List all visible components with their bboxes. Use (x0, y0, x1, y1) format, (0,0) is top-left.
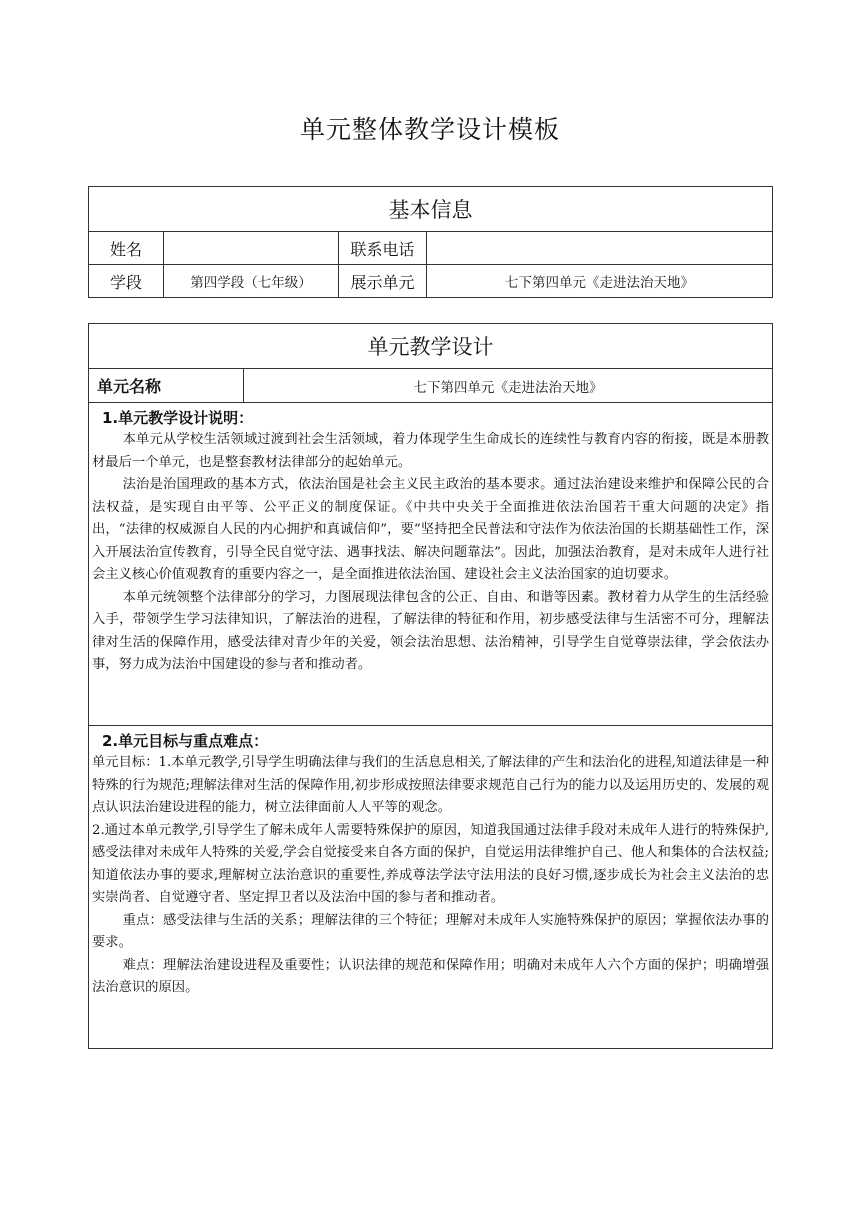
key-points: 重点：感受法律与生活的关系；理解法律的三个特征；理解对未成年人实施特殊保护的原因；掌握依法办事的要求。 (92, 912, 769, 950)
unit-name-label: 单元名称 (89, 369, 244, 403)
name-label: 姓名 (89, 232, 164, 265)
section1-paragraph: 法治是治国理政的基本方式，依法治国是社会主义民主政治的基本要求。通过法治建设来维护和保障公民的合法权益，是实现自由平等、公平正义的制度保证。《中共中央关于全面推进依法治国若干重大问题的决定》指出，“法律的权威源自人民的内心拥护和真诚信仰”，要“坚持把全民普法和守法作为依法治国的长期基础性工作，深入开展法治宣传教育，引导全民自觉守法、遇事找法、解决问题靠法”。因此，加强法治教育，是对未成年人进行社会主义核心价值观教育的重要内容之一，是全面推进依法治国、建设社会主义法治国家的迫切要求。 (92, 477, 769, 582)
unit-label: 展示单元 (339, 265, 427, 298)
basic-info-header: 基本信息 (89, 187, 773, 232)
phone-value[interactable] (427, 232, 773, 265)
section1-paragraph: 本单元从学校生活领域过渡到社会生活领域，着力体现学生生命成长的连续性与教育内容的衔接，既是本册教材最后一个单元，也是整套教材法律部分的起始单元。 (92, 432, 769, 470)
difficulties: 难点：理解法治建设进程及重要性；认识法律的规范和保障作用；明确对未成年人六个方面的保护；明确增强法治意识的原因。 (92, 957, 769, 995)
phone-label: 联系电话 (339, 232, 427, 265)
document-title: 单元整体教学设计模板 (299, 115, 560, 144)
basic-info-table (88, 186, 773, 298)
unit-value: 七下第四单元《走进法治天地》 (427, 265, 773, 298)
unit-design-header: 单元教学设计 (89, 324, 773, 369)
unit-design-table (88, 323, 773, 1049)
unit-name-value: 七下第四单元《走进法治天地》 (244, 369, 773, 403)
name-value[interactable] (164, 232, 339, 265)
stage-label: 学段 (89, 265, 164, 298)
section1-paragraph: 本单元统领整个法律部分的学习，力图展现法律包含的公正、自由、和谐等因素。教材着力从学生的生活经验入手，带领学生学习法律知识，了解法治的进程，了解法律的特征和作用，初步感受法律与生活密不可分，理解法律对生活的保障作用，感受法律对青少年的关爱，领会法治思想、法治精神，引导学生自觉尊崇法律，学会依法办事，努力成为法治中国建设的参与者和推动者。 (92, 589, 769, 672)
section1-title: 1.单元教学设计说明： (102, 409, 254, 427)
design-description-section (89, 403, 773, 726)
goal-1: 单元目标：1.本单元教学,引导学生明确法律与我们的生活息息相关,了解法律的产生和法治化的进程,知道法律是一种特殊的行为规范;理解法律对生活的保障作用,初步形成按照法律要求规范自己行为的能力以及运用历史的、发展的观点认识法治建设进程的能力，树立法律面前人人平等的观念。 (92, 755, 769, 815)
section2-title: 2.单元目标与重点难点： (102, 732, 269, 750)
goal-2: 2.通过本单元教学,引导学生了解未成年人需要特殊保护的原因，知道我国通过法律手段对未成年人进行的特殊保护,感受法律对未成年人特殊的关爱,学会自觉接受来自各方面的保护，自觉运用法律维护自己、他人和集体的合法权益;知道依法办事的要求,理解树立法治意识的重要性,养成尊法学法守法用法的良好习惯,逐步成长为社会主义法治的忠实崇尚者、自觉遵守者、坚定捍卫者以及法治中国的参与者和推动者。 (92, 822, 769, 905)
stage-value: 第四学段（七年级） (164, 265, 339, 298)
goals-section (89, 726, 773, 1049)
